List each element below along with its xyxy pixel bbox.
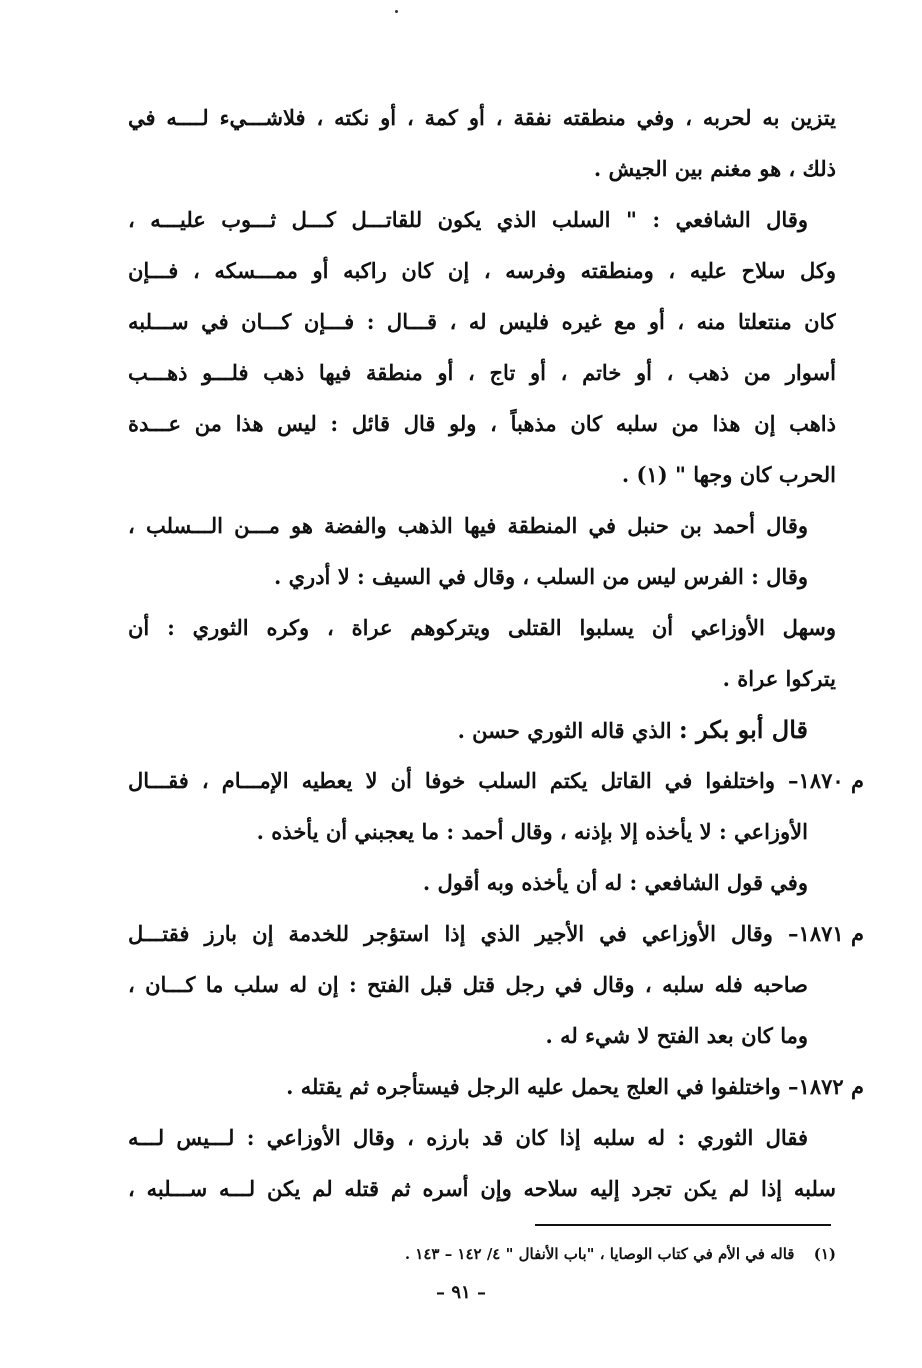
text-line: يتركوا عراة . (722, 666, 836, 691)
text-line: وقال : الفرس ليس من السلب ، وقال في السيف : لا أدري . (274, 564, 808, 589)
text-line: وسهل الأوزاعي أن يسلبوا القتلى ويتركوهم عراة ، وكره الثوري : أن (128, 615, 836, 640)
footnote-number: (١) (813, 1245, 836, 1263)
footnote-divider (535, 1224, 831, 1226)
text-line: الحرب كان وجها " (١) . (621, 462, 836, 487)
text-line: يتزين به لحربه ، وفي منطقته نفقة ، أو كمة ، أو نكته ، فلاشـــيء لــــه في (128, 105, 836, 130)
footnote-text: قاله في الأم في كتاب الوصايا ، "باب الأنفال " ٤/ ١٤٢ – ١٤٣ . (404, 1245, 795, 1263)
page-number: – ٩١ – (436, 1282, 486, 1303)
text-line: أسوار من ذهب ، أو خاتم ، أو تاج ، أو منطقة فيها ذهب فلـــو ذهـــب (128, 360, 836, 385)
text-line: الأوزاعي : لا يأخذه إلا بإذنه ، وقال أحمد : ما يعجبني أن يأخذه . (256, 819, 808, 844)
item-1870-first-line (128, 755, 864, 806)
item-label: م ١٨٧٠– (788, 768, 864, 793)
abu-bakr-label: قال أبو بكر : (678, 715, 808, 744)
text-line: سلبه إذا لم يكن تجرد إليه سلاحه وإن أسره ثم قتله لم يكن لـــه ســـلبه ، (128, 1176, 836, 1201)
scan-speck (395, 10, 398, 13)
item-text: واختلفوا في القاتل يكتم السلب خوفا أن لا يعطيه الإمـــام ، فقـــال (128, 768, 775, 793)
abu-bakr-line (128, 704, 836, 755)
text-line: وقال أحمد بن حنبل في المنطقة فيها الذهب والفضة هو مـــن الـــسلب ، (128, 513, 808, 538)
text-line: كان منتعلتا منه ، أو مع غيره فليس له ، قـــال : فـــإن كـــان في ســـلبه (128, 309, 836, 334)
main-text (128, 92, 864, 1214)
abu-bakr-text: الذي قاله الثوري حسن . (457, 718, 672, 743)
text-line: وقال الشافعي : " السلب الذي يكون للقاتـــل كـــل ثـــوب عليـــه ، (128, 207, 808, 232)
footnote (276, 1242, 836, 1266)
text-line: صاحبه فله سلبه ، وقال في رجل قتل قبل الفتح : إن له سلب ما كـــان ، (128, 972, 808, 997)
text-line: فقال الثوري : له سلبه إذا كان قد بارزه ، وقال الأوزاعي : لـــيس لـــه (128, 1125, 808, 1150)
text-line: وفي قول الشافعي : له أن يأخذه وبه أقول . (422, 870, 808, 895)
item-label: م ١٨٧١– (788, 921, 864, 946)
text-line: ذاهب إن هذا من سلبه كان مذهباً ، ولو قال قائل : ليس هذا من عـــدة (128, 411, 836, 436)
item-label: م ١٨٧٢– (788, 1074, 864, 1099)
text-line: ذلك ، هو مغنم بين الجيش . (593, 156, 836, 181)
item-1872-first-line (128, 1061, 864, 1112)
item-text: واختلفوا في العلج يحمل عليه الرجل فيستأجره ثم يقتله . (286, 1074, 781, 1099)
text-line: وما كان بعد الفتح لا شيء له . (545, 1023, 808, 1048)
item-text: وقال الأوزاعي في الأجير الذي إذا استؤجر للخدمة إن بارز فقتـــل (128, 921, 773, 946)
text-line: وكل سلاح عليه ، ومنطقته وفرسه ، إن كان راكبه أو ممـــسكه ، فـــإن (128, 258, 836, 283)
item-1871-first-line (128, 908, 864, 959)
